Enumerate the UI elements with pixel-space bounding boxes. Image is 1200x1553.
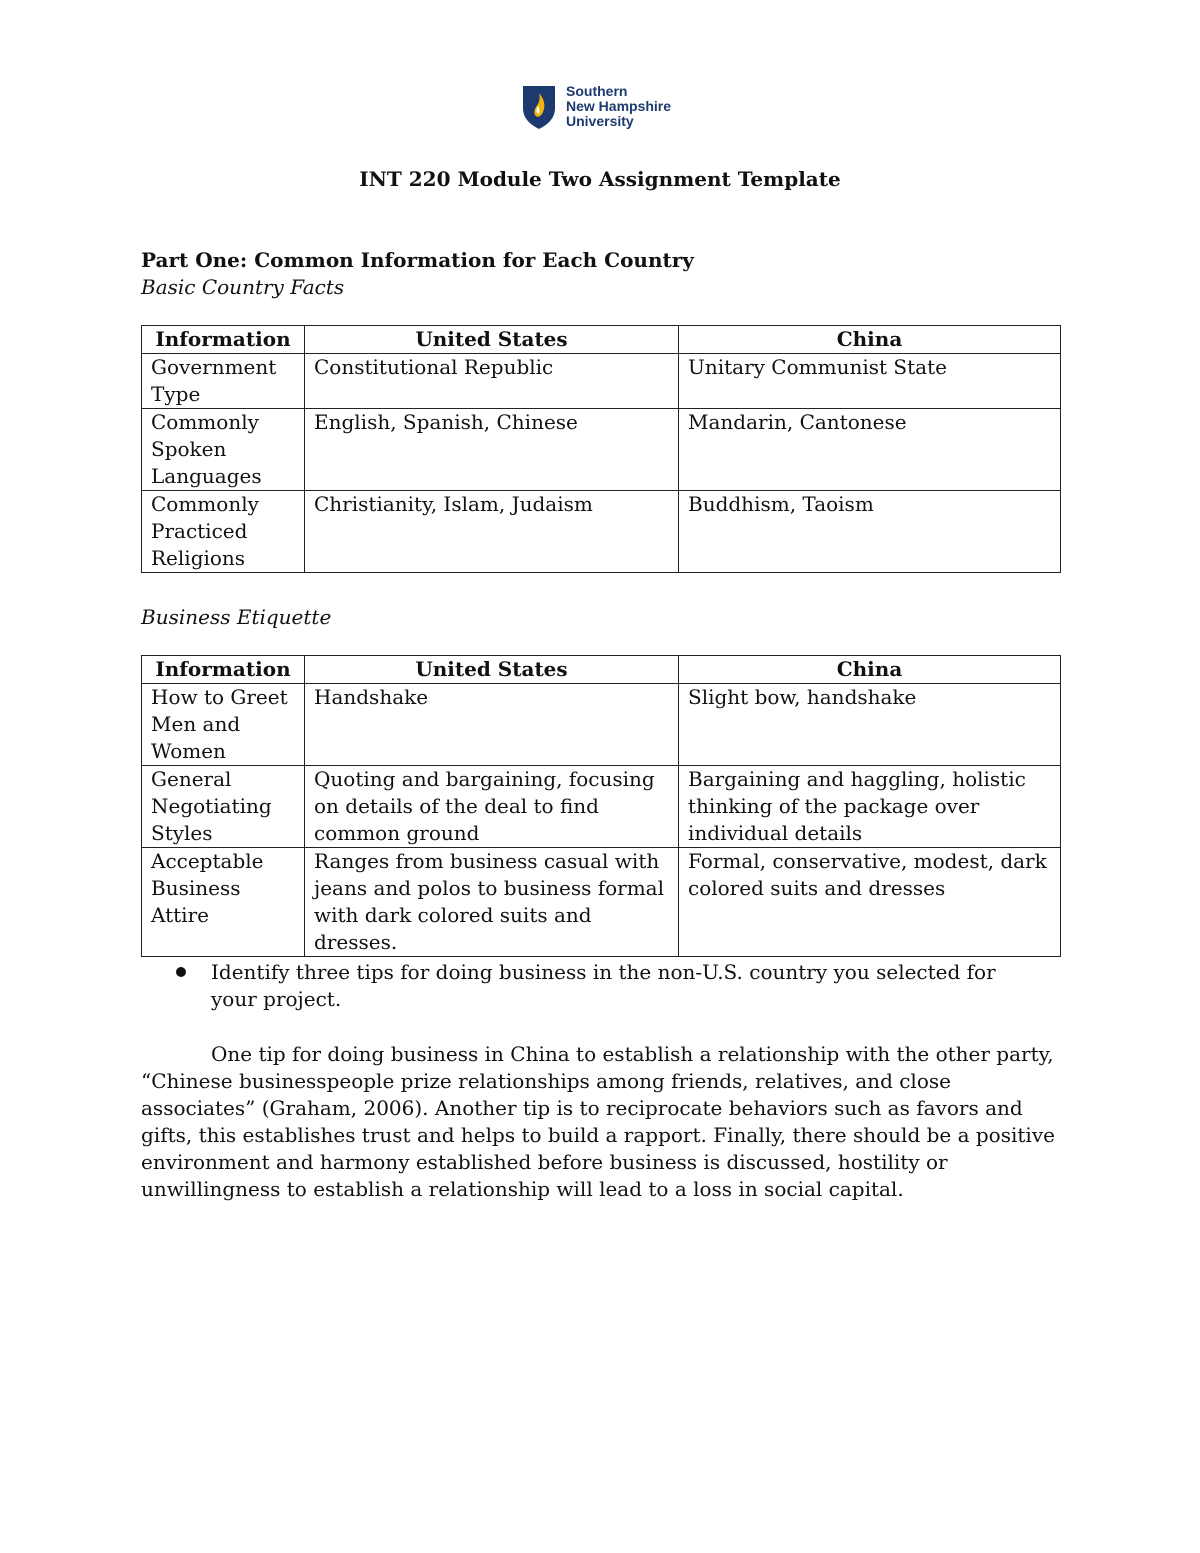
row-label: Commonly Spoken Languages bbox=[142, 409, 305, 491]
header-china: China bbox=[679, 326, 1061, 354]
table-row bbox=[142, 354, 1061, 409]
row-label: Acceptable Business Attire bbox=[142, 848, 305, 957]
basic-facts-table bbox=[141, 325, 1061, 573]
business-etiquette-table bbox=[141, 655, 1061, 957]
body-paragraph: One tip for doing business in China to establish a relationship with the other party, “Chinese businesspeople prize relationships among friends, relatives, and close associates” (Graham, 2006). Another tip is to reciprocate behaviors such as favors and gifts, this establishes trust and helps to build a rapport. Finally, there should be a positive environment and harmony established before business is discussed, hostility or unwillingness to establish a relationship will lead to a loss in social capital. bbox=[141, 1042, 1055, 1201]
shield-flame-icon bbox=[521, 84, 557, 130]
logo-line-1: Southern bbox=[566, 83, 628, 99]
header-united-states: United States bbox=[305, 326, 679, 354]
us-cell: Christianity, Islam, Judaism bbox=[305, 491, 679, 573]
university-logo bbox=[521, 84, 691, 134]
us-cell: English, Spanish, Chinese bbox=[305, 409, 679, 491]
us-cell: Ranges from business casual with jeans and polos to business formal with dark colored suits and dresses. bbox=[305, 848, 679, 957]
us-cell: Constitutional Republic bbox=[305, 354, 679, 409]
us-cell: Quoting and bargaining, focusing on details of the deal to find common ground bbox=[305, 766, 679, 848]
table-row bbox=[142, 491, 1061, 573]
row-label: Commonly Practiced Religions bbox=[142, 491, 305, 573]
table-header-row bbox=[142, 326, 1061, 354]
header-china: China bbox=[679, 656, 1061, 684]
row-label: General Negotiating Styles bbox=[142, 766, 305, 848]
header-united-states: United States bbox=[305, 656, 679, 684]
china-cell: Formal, conservative, modest, dark colored suits and dresses bbox=[679, 848, 1061, 957]
table-row bbox=[142, 684, 1061, 766]
document-title: INT 220 Module Two Assignment Template bbox=[359, 167, 841, 191]
table-row bbox=[142, 848, 1061, 957]
china-cell: Unitary Communist State bbox=[679, 354, 1061, 409]
business-etiquette-subheading: Business Etiquette bbox=[141, 605, 332, 629]
part-one-heading: Part One: Common Information for Each Country bbox=[141, 248, 694, 272]
logo-line-3: University bbox=[566, 113, 634, 129]
row-label: Government Type bbox=[142, 354, 305, 409]
header-information: Information bbox=[142, 326, 305, 354]
bullet-icon bbox=[176, 967, 186, 977]
logo-wordmark bbox=[566, 84, 671, 129]
china-cell: Bargaining and haggling, holistic thinking of the package over individual details bbox=[679, 766, 1061, 848]
china-cell: Mandarin, Cantonese bbox=[679, 409, 1061, 491]
china-cell: Slight bow, handshake bbox=[679, 684, 1061, 766]
us-cell: Handshake bbox=[305, 684, 679, 766]
china-cell: Buddhism, Taoism bbox=[679, 491, 1061, 573]
table-header-row bbox=[142, 656, 1061, 684]
table-row bbox=[142, 409, 1061, 491]
header-information: Information bbox=[142, 656, 305, 684]
table-row bbox=[142, 766, 1061, 848]
logo-line-2: New Hampshire bbox=[566, 98, 672, 114]
bullet-text: Identify three tips for doing business in the non-U.S. country you selected for your project. bbox=[211, 960, 996, 1011]
basic-facts-subheading: Basic Country Facts bbox=[141, 275, 345, 299]
row-label: How to Greet Men and Women bbox=[142, 684, 305, 766]
